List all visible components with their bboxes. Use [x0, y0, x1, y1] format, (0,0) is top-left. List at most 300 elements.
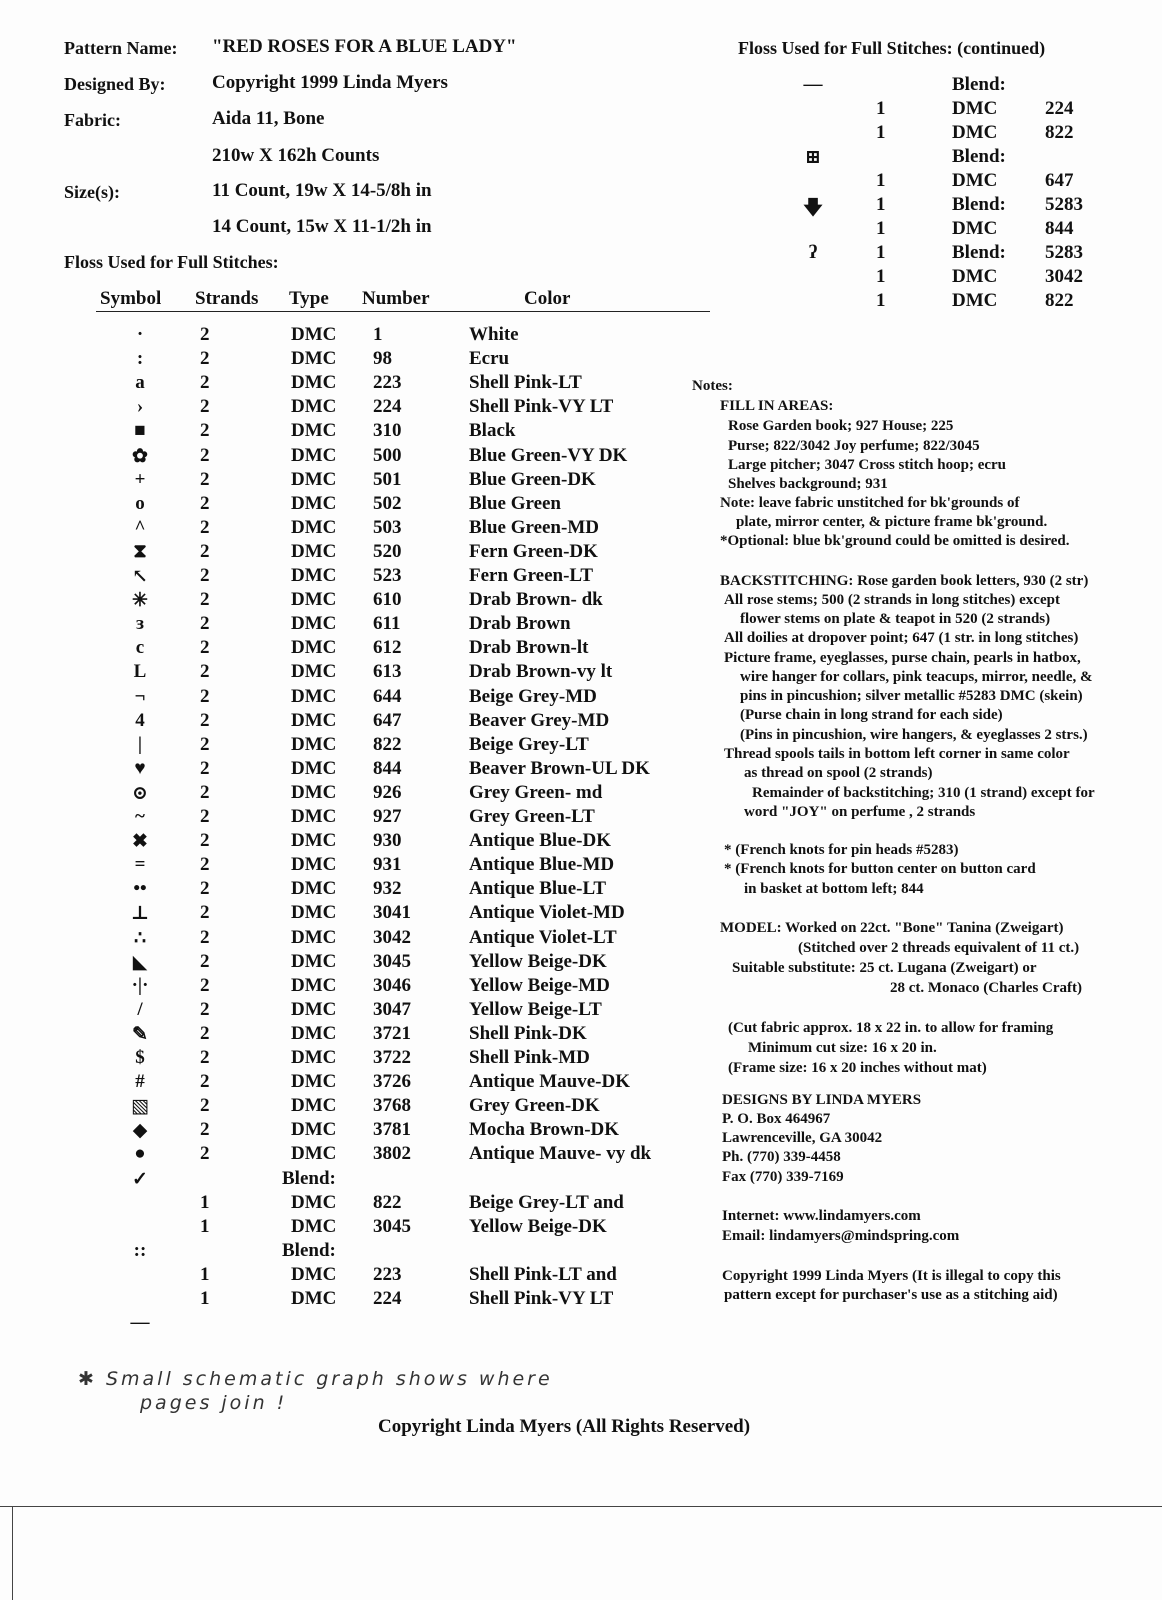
color-cell: Blue Green — [469, 492, 562, 514]
table-row — [0, 372, 700, 396]
table-row — [0, 565, 700, 589]
color-cell: Blue Green-VY DK — [469, 444, 628, 466]
table-row — [0, 661, 700, 685]
symbol-glyph: :: — [133, 1239, 147, 1261]
counts: 210w X 162h Counts — [212, 145, 380, 166]
symbol-glyph: a — [135, 372, 145, 394]
table-row — [0, 637, 700, 661]
fabric: Aida 11, Bone — [212, 108, 325, 129]
table-row — [0, 975, 700, 999]
type-cell: Blend: — [282, 1167, 336, 1189]
strands-cell: 1 — [876, 170, 886, 191]
type-cell: DMC — [952, 266, 998, 287]
continued-title: Floss Used for Full Stitches: (continued) — [738, 38, 1046, 58]
table-row — [0, 806, 700, 830]
symbol-glyph: : — [136, 348, 144, 370]
note-line: Large pitcher; 3047 Cross stitch hoop; ecru — [728, 457, 1007, 473]
symbol-glyph: L — [133, 661, 147, 683]
note-line: Thread spools tails in bottom left corner in same color — [724, 746, 1070, 762]
type-cell: DMC — [291, 926, 337, 948]
color-cell: Shell Pink-LT — [469, 372, 582, 394]
strands-cell: 2 — [200, 781, 210, 803]
number-cell: 502 — [373, 492, 402, 514]
symbol-glyph: ■ — [134, 420, 146, 442]
strands-cell: 2 — [200, 516, 210, 538]
continued-row — [0, 170, 1140, 194]
strands-cell: 2 — [200, 685, 210, 707]
strands-cell: 2 — [200, 1095, 210, 1117]
type-cell: DMC — [291, 733, 337, 755]
table-row — [0, 830, 700, 854]
type-cell: DMC — [291, 492, 337, 514]
strands-cell: 2 — [200, 709, 210, 731]
strands-cell: 2 — [200, 950, 210, 972]
type-cell: Blend: — [282, 1239, 336, 1261]
note-line: MODEL: Worked on 22ct. "Bone" Tanina (Zweigart) — [720, 920, 1064, 936]
symbol-glyph: ✎ — [132, 1023, 148, 1045]
strands-cell: 2 — [200, 348, 210, 370]
number-cell: 844 — [373, 757, 402, 779]
type-cell: DMC — [291, 757, 337, 779]
number-cell: 500 — [373, 444, 402, 466]
number-cell: 610 — [373, 589, 402, 611]
col-strands: Strands — [195, 288, 259, 309]
symbol-glyph: ⊞ — [805, 147, 821, 168]
strands-cell: 1 — [200, 1288, 210, 1309]
color-cell: Antique Mauve-DK — [469, 1071, 630, 1093]
symbol-glyph: ʔ — [808, 242, 818, 263]
type-cell: DMC — [291, 878, 337, 900]
note-line: (Frame size: 16 x 20 inches without mat) — [728, 1060, 987, 1076]
note-line: (Cut fabric approx. 18 x 22 in. to allow for framing — [728, 1020, 1054, 1036]
handwritten-note-line-2: pages join ! — [140, 1392, 288, 1414]
symbol-glyph: — — [803, 74, 823, 95]
table-row — [0, 999, 700, 1023]
type-cell: DMC — [291, 1071, 337, 1093]
table-row — [0, 1288, 700, 1312]
col-type: Type — [289, 288, 329, 309]
color-cell: Yellow Beige-MD — [469, 974, 610, 996]
type-cell: DMC — [291, 854, 337, 876]
number-cell: 3781 — [373, 1119, 411, 1141]
color-cell: Drab Brown-lt — [469, 637, 589, 659]
table-row — [0, 854, 700, 878]
number-cell: 3721 — [373, 1022, 411, 1044]
number-cell: 647 — [373, 709, 402, 731]
color-cell: Shell Pink-LT and — [469, 1263, 617, 1285]
number-cell: 501 — [373, 468, 402, 490]
continued-row — [0, 98, 1140, 122]
continued-row — [0, 266, 1140, 290]
number-cell: 5283 — [1045, 194, 1083, 215]
continued-row — [0, 146, 1140, 170]
color-cell: Blue Green-DK — [469, 468, 596, 490]
symbol-glyph: ^ — [134, 516, 146, 538]
symbol-glyph: # — [135, 1071, 145, 1093]
symbol-glyph: / — [137, 998, 143, 1020]
type-cell: DMC — [291, 1047, 337, 1068]
strands-cell: 2 — [200, 540, 210, 562]
note-line: Fax (770) 339-7169 — [722, 1169, 844, 1185]
designed-by-label: Designed By: — [64, 74, 166, 94]
strands-cell: 2 — [200, 806, 210, 827]
color-cell: Beaver Grey-MD — [469, 709, 610, 731]
continued-row — [0, 290, 1140, 314]
symbol-glyph: 🡇 — [803, 198, 823, 219]
type-cell: DMC — [291, 516, 337, 538]
number-cell: 611 — [373, 613, 401, 635]
floss-title: Floss Used for Full Stitches: — [64, 252, 279, 272]
strands-cell: 2 — [200, 420, 210, 442]
strands-cell: 2 — [200, 974, 210, 996]
color-cell: Antique Mauve- vy dk — [469, 1143, 652, 1165]
number-cell: 3045 — [373, 950, 411, 972]
type-cell: DMC — [291, 974, 337, 996]
table-row — [0, 1216, 700, 1240]
symbol-glyph: o — [135, 492, 145, 514]
symbol-glyph: · — [136, 324, 144, 345]
strands-cell: 2 — [200, 926, 210, 948]
strands-cell: 2 — [200, 902, 210, 924]
sizes-label: Size(s): — [64, 182, 120, 202]
type-cell: DMC — [291, 1022, 337, 1044]
type-cell: DMC — [291, 589, 337, 611]
note-line: Copyright 1999 Linda Myers (It is illegal to copy this — [722, 1268, 1061, 1284]
pattern-name: "RED ROSES FOR A BLUE LADY" — [212, 36, 517, 57]
strands-cell: 2 — [200, 565, 210, 586]
table-row — [0, 613, 700, 637]
note-line: Ph. (770) 339-4458 — [722, 1149, 841, 1165]
number-cell: 3045 — [373, 1215, 411, 1237]
number-cell: 926 — [373, 781, 402, 803]
type-cell: DMC — [952, 98, 998, 119]
table-row — [0, 1143, 700, 1167]
col-number: Number — [362, 288, 430, 309]
note-line: (Stitched over 2 threads equivalent of 11 ct.) — [798, 940, 1080, 956]
table-row — [0, 493, 700, 517]
symbol-glyph: ~ — [135, 806, 145, 827]
color-cell: Beige Grey-LT and — [469, 1191, 624, 1213]
strands-cell: 2 — [200, 854, 210, 876]
type-cell: DMC — [291, 396, 337, 418]
color-cell: Grey Green-LT — [469, 806, 595, 827]
table-row — [0, 1168, 700, 1192]
number-cell: 3726 — [373, 1071, 411, 1093]
color-cell: Beaver Brown-UL DK — [469, 757, 650, 779]
type-cell: DMC — [952, 290, 998, 311]
type-cell: DMC — [291, 420, 337, 442]
symbol-glyph: ɜ — [135, 613, 145, 635]
symbol-glyph: ¬ — [134, 685, 146, 707]
note-line: BACKSTITCHING: Rose garden book letters, 930 (2 str) — [720, 573, 1089, 589]
number-cell: 3046 — [373, 974, 411, 996]
type-cell: DMC — [952, 122, 998, 143]
number-cell: 822 — [1045, 290, 1074, 311]
fabric-label: Fabric: — [64, 110, 121, 130]
continued-row — [0, 194, 1140, 218]
strands-cell: 1 — [876, 98, 886, 119]
number-cell: 932 — [373, 878, 402, 900]
table-row — [0, 1119, 700, 1143]
color-cell: Yellow Beige-DK — [469, 1215, 607, 1237]
strands-cell: 2 — [200, 613, 210, 635]
symbol-glyph: $ — [135, 1047, 145, 1068]
symbol-glyph: ·|· — [131, 974, 149, 996]
type-cell: DMC — [291, 1143, 337, 1165]
table-row — [0, 420, 700, 444]
number-cell: 644 — [373, 685, 402, 707]
table-row — [0, 1192, 700, 1216]
symbol-glyph: ∴ — [133, 927, 147, 949]
color-cell: Yellow Beige-LT — [469, 998, 602, 1020]
color-cell: Drab Brown- dk — [469, 589, 603, 611]
note-line: pattern except for purchaser's use as a stitching aid) — [724, 1287, 1058, 1303]
page-edge-bottom — [0, 1506, 1162, 1507]
number-cell: 523 — [373, 565, 402, 586]
strands-cell: 1 — [876, 194, 886, 215]
col-color: Color — [524, 288, 571, 309]
note-line: Email: lindamyers@mindspring.com — [722, 1228, 960, 1244]
note-line: Minimum cut size: 16 x 20 in. — [748, 1040, 937, 1056]
symbol-glyph: › — [136, 396, 144, 418]
color-cell: Beige Grey-LT — [469, 733, 589, 755]
color-cell: Shell Pink-VY LT — [469, 396, 614, 418]
note-line: as thread on spool (2 strands) — [744, 765, 933, 781]
number-cell: 3802 — [373, 1143, 411, 1165]
type-cell: DMC — [291, 950, 337, 972]
type-cell: DMC — [291, 1263, 337, 1285]
color-cell: Antique Blue-DK — [469, 830, 611, 852]
type-cell: DMC — [952, 218, 998, 239]
strands-cell: 2 — [200, 998, 210, 1020]
note-line: wire hanger for collars, pink teacups, mirror, needle, & — [740, 669, 1093, 685]
table-row — [0, 758, 700, 782]
table-row — [0, 1312, 700, 1336]
number-cell: 612 — [373, 637, 402, 659]
strands-cell: 1 — [200, 1191, 210, 1213]
table-row — [0, 324, 700, 348]
strands-cell: 2 — [200, 830, 210, 852]
note-line: Lawrenceville, GA 30042 — [722, 1130, 883, 1146]
strands-cell: 2 — [200, 757, 210, 779]
number-cell: 822 — [1045, 122, 1074, 143]
symbol-glyph: •• — [133, 878, 147, 900]
color-cell: Fern Green-LT — [469, 565, 594, 586]
note-line: word "JOY" on perfume , 2 strands — [744, 804, 976, 820]
table-row — [0, 902, 700, 926]
color-cell: Antique Violet-MD — [469, 902, 625, 924]
table-row — [0, 1023, 700, 1047]
type-cell: DMC — [291, 444, 337, 466]
number-cell: 3047 — [373, 998, 411, 1020]
table-row — [0, 878, 700, 902]
type-cell: DMC — [291, 661, 337, 683]
note-line: *Optional: blue bk'ground could be omitted is desired. — [720, 533, 1070, 549]
symbol-glyph: 4 — [135, 709, 145, 731]
strands-cell: 2 — [200, 661, 210, 683]
note-line: Rose Garden book; 927 House; 225 — [728, 418, 954, 434]
number-cell: 3722 — [373, 1047, 411, 1068]
strands-cell: 1 — [876, 242, 886, 263]
table-row — [0, 348, 700, 372]
note-line: in basket at bottom left; 844 — [744, 881, 924, 897]
col-symbol: Symbol — [100, 288, 162, 309]
type-cell: Blend: — [952, 146, 1006, 167]
table-row — [0, 517, 700, 541]
color-cell: Blue Green-MD — [469, 516, 599, 538]
strands-cell: 2 — [200, 324, 210, 345]
symbol-glyph: ✖ — [132, 831, 148, 853]
symbol-glyph: ◆ — [132, 1120, 148, 1142]
type-cell: DMC — [291, 565, 337, 586]
type-cell: DMC — [291, 902, 337, 924]
strands-cell: 1 — [876, 122, 886, 143]
strands-cell: 2 — [200, 396, 210, 418]
number-cell: 613 — [373, 661, 402, 683]
strands-cell: 1 — [876, 266, 886, 287]
strands-cell: 2 — [200, 637, 210, 659]
number-cell: 1 — [373, 324, 383, 345]
color-cell: Drab Brown-vy lt — [469, 661, 613, 683]
strands-cell: 2 — [200, 492, 210, 514]
color-cell: White — [469, 324, 519, 345]
strands-cell: 1 — [200, 1215, 210, 1237]
color-cell: Grey Green-DK — [469, 1095, 600, 1117]
number-cell: 5283 — [1045, 242, 1083, 263]
number-cell: 223 — [373, 1263, 402, 1285]
note-line: plate, mirror center, & picture frame bk'ground. — [736, 514, 1048, 530]
continued-row — [0, 74, 1140, 98]
table-row — [0, 469, 700, 493]
table-row — [0, 1240, 700, 1264]
note-line: All rose stems; 500 (2 strands in long stitches) except — [724, 592, 1060, 608]
strands-cell: 2 — [200, 589, 210, 611]
type-cell: DMC — [291, 830, 337, 852]
continued-row — [0, 122, 1140, 146]
symbol-glyph: c — [135, 637, 145, 659]
strands-cell: 1 — [876, 218, 886, 239]
symbol-glyph: ↖ — [132, 566, 148, 587]
table-row — [0, 782, 700, 806]
color-cell: Black — [469, 420, 516, 442]
strands-cell: 2 — [200, 1071, 210, 1093]
strands-cell: 2 — [200, 372, 210, 394]
number-cell: 3042 — [1045, 266, 1083, 287]
note-line: Purse; 822/3042 Joy perfume; 822/3045 — [728, 438, 980, 454]
type-cell: DMC — [291, 613, 337, 635]
note-line: (Pins in pincushion, wire hangers, & eyeglasses 2 strs.) — [740, 727, 1088, 743]
notes-title: Notes: — [692, 378, 733, 394]
number-cell: 224 — [1045, 98, 1074, 119]
color-cell: Ecru — [469, 348, 510, 370]
table-row — [0, 1047, 700, 1071]
color-cell: Drab Brown — [469, 613, 571, 635]
note-line: Note: leave fabric unstitched for bk'grounds of — [720, 495, 1020, 511]
type-cell: DMC — [291, 1191, 337, 1213]
number-cell: 223 — [373, 372, 402, 394]
table-row — [0, 927, 700, 951]
color-cell: Shell Pink-VY LT — [469, 1288, 614, 1309]
strands-cell: 2 — [200, 468, 210, 490]
note-line: flower stems on plate & teapot in 520 (2 strands) — [740, 611, 1051, 627]
color-cell: Shell Pink-DK — [469, 1022, 587, 1044]
note-line: Suitable substitute: 25 ct. Lugana (Zweigart) or — [732, 960, 1037, 976]
type-cell: DMC — [291, 637, 337, 659]
table-row — [0, 1264, 700, 1288]
table-row — [0, 686, 700, 710]
number-cell: 503 — [373, 516, 402, 538]
type-cell: DMC — [291, 324, 337, 345]
note-line: 28 ct. Monaco (Charles Craft) — [890, 980, 1083, 996]
number-cell: 822 — [373, 733, 402, 755]
pattern-name-label: Pattern Name: — [64, 38, 178, 58]
type-cell: DMC — [291, 1288, 337, 1309]
type-cell: Blend: — [952, 74, 1006, 95]
number-cell: 3042 — [373, 926, 411, 948]
strands-cell: 2 — [200, 444, 210, 466]
table-row — [0, 951, 700, 975]
number-cell: 822 — [373, 1191, 402, 1213]
strands-cell: 2 — [200, 1022, 210, 1044]
type-cell: DMC — [291, 1215, 337, 1237]
continued-row — [0, 242, 1140, 266]
footer-copyright: Copyright Linda Myers (All Rights Reserved) — [378, 1416, 751, 1437]
number-cell: 647 — [1045, 170, 1074, 191]
number-cell: 931 — [373, 854, 402, 876]
symbol-glyph: ✳ — [132, 590, 148, 612]
color-cell: Antique Violet-LT — [469, 926, 617, 948]
strands-cell: 2 — [200, 733, 210, 755]
color-cell: Beige Grey-MD — [469, 685, 597, 707]
strands-cell: 2 — [200, 878, 210, 900]
symbol-glyph: ✓ — [132, 1168, 148, 1190]
type-cell: Blend: — [952, 242, 1006, 263]
note-line: All doilies at dropover point; 647 (1 str. in long stitches) — [724, 630, 1079, 646]
type-cell: DMC — [291, 540, 337, 562]
type-cell: DMC — [291, 1119, 337, 1141]
color-cell: Grey Green- md — [469, 781, 603, 803]
symbol-glyph: ✿ — [132, 445, 148, 467]
table-row — [0, 710, 700, 734]
type-cell: DMC — [952, 170, 998, 191]
table-row — [0, 734, 700, 758]
symbol-glyph: ♥ — [134, 757, 146, 779]
strands-cell: 2 — [200, 1119, 210, 1141]
note-line: Picture frame, eyeglasses, purse chain, pearls in hatbox, — [724, 650, 1081, 666]
number-cell: 98 — [373, 348, 392, 370]
symbol-glyph: = — [134, 854, 146, 876]
type-cell: DMC — [291, 709, 337, 731]
color-cell: Yellow Beige-DK — [469, 950, 607, 972]
number-cell: 520 — [373, 540, 402, 562]
note-line: FILL IN AREAS: — [720, 398, 834, 414]
color-cell: Shell Pink-MD — [469, 1047, 590, 1068]
number-cell: 930 — [373, 830, 402, 852]
color-cell: Antique Blue-LT — [469, 878, 607, 900]
note-line: Shelves background; 931 — [728, 476, 888, 492]
strands-cell: 2 — [200, 1143, 210, 1165]
number-cell: 3041 — [373, 902, 411, 924]
type-cell: DMC — [291, 468, 337, 490]
symbol-glyph: ⧗ — [133, 540, 147, 562]
size-11-count: 11 Count, 19w X 14-5/8h in — [212, 180, 432, 201]
type-cell: DMC — [291, 806, 337, 827]
note-line: pins in pincushion; silver metallic #5283 DMC (skein) — [740, 688, 1083, 704]
table-row — [0, 445, 700, 469]
color-cell: Fern Green-DK — [469, 540, 598, 562]
handwritten-note-line-1: ✱ Small schematic graph shows where — [78, 1368, 553, 1390]
table-row — [0, 1095, 700, 1119]
